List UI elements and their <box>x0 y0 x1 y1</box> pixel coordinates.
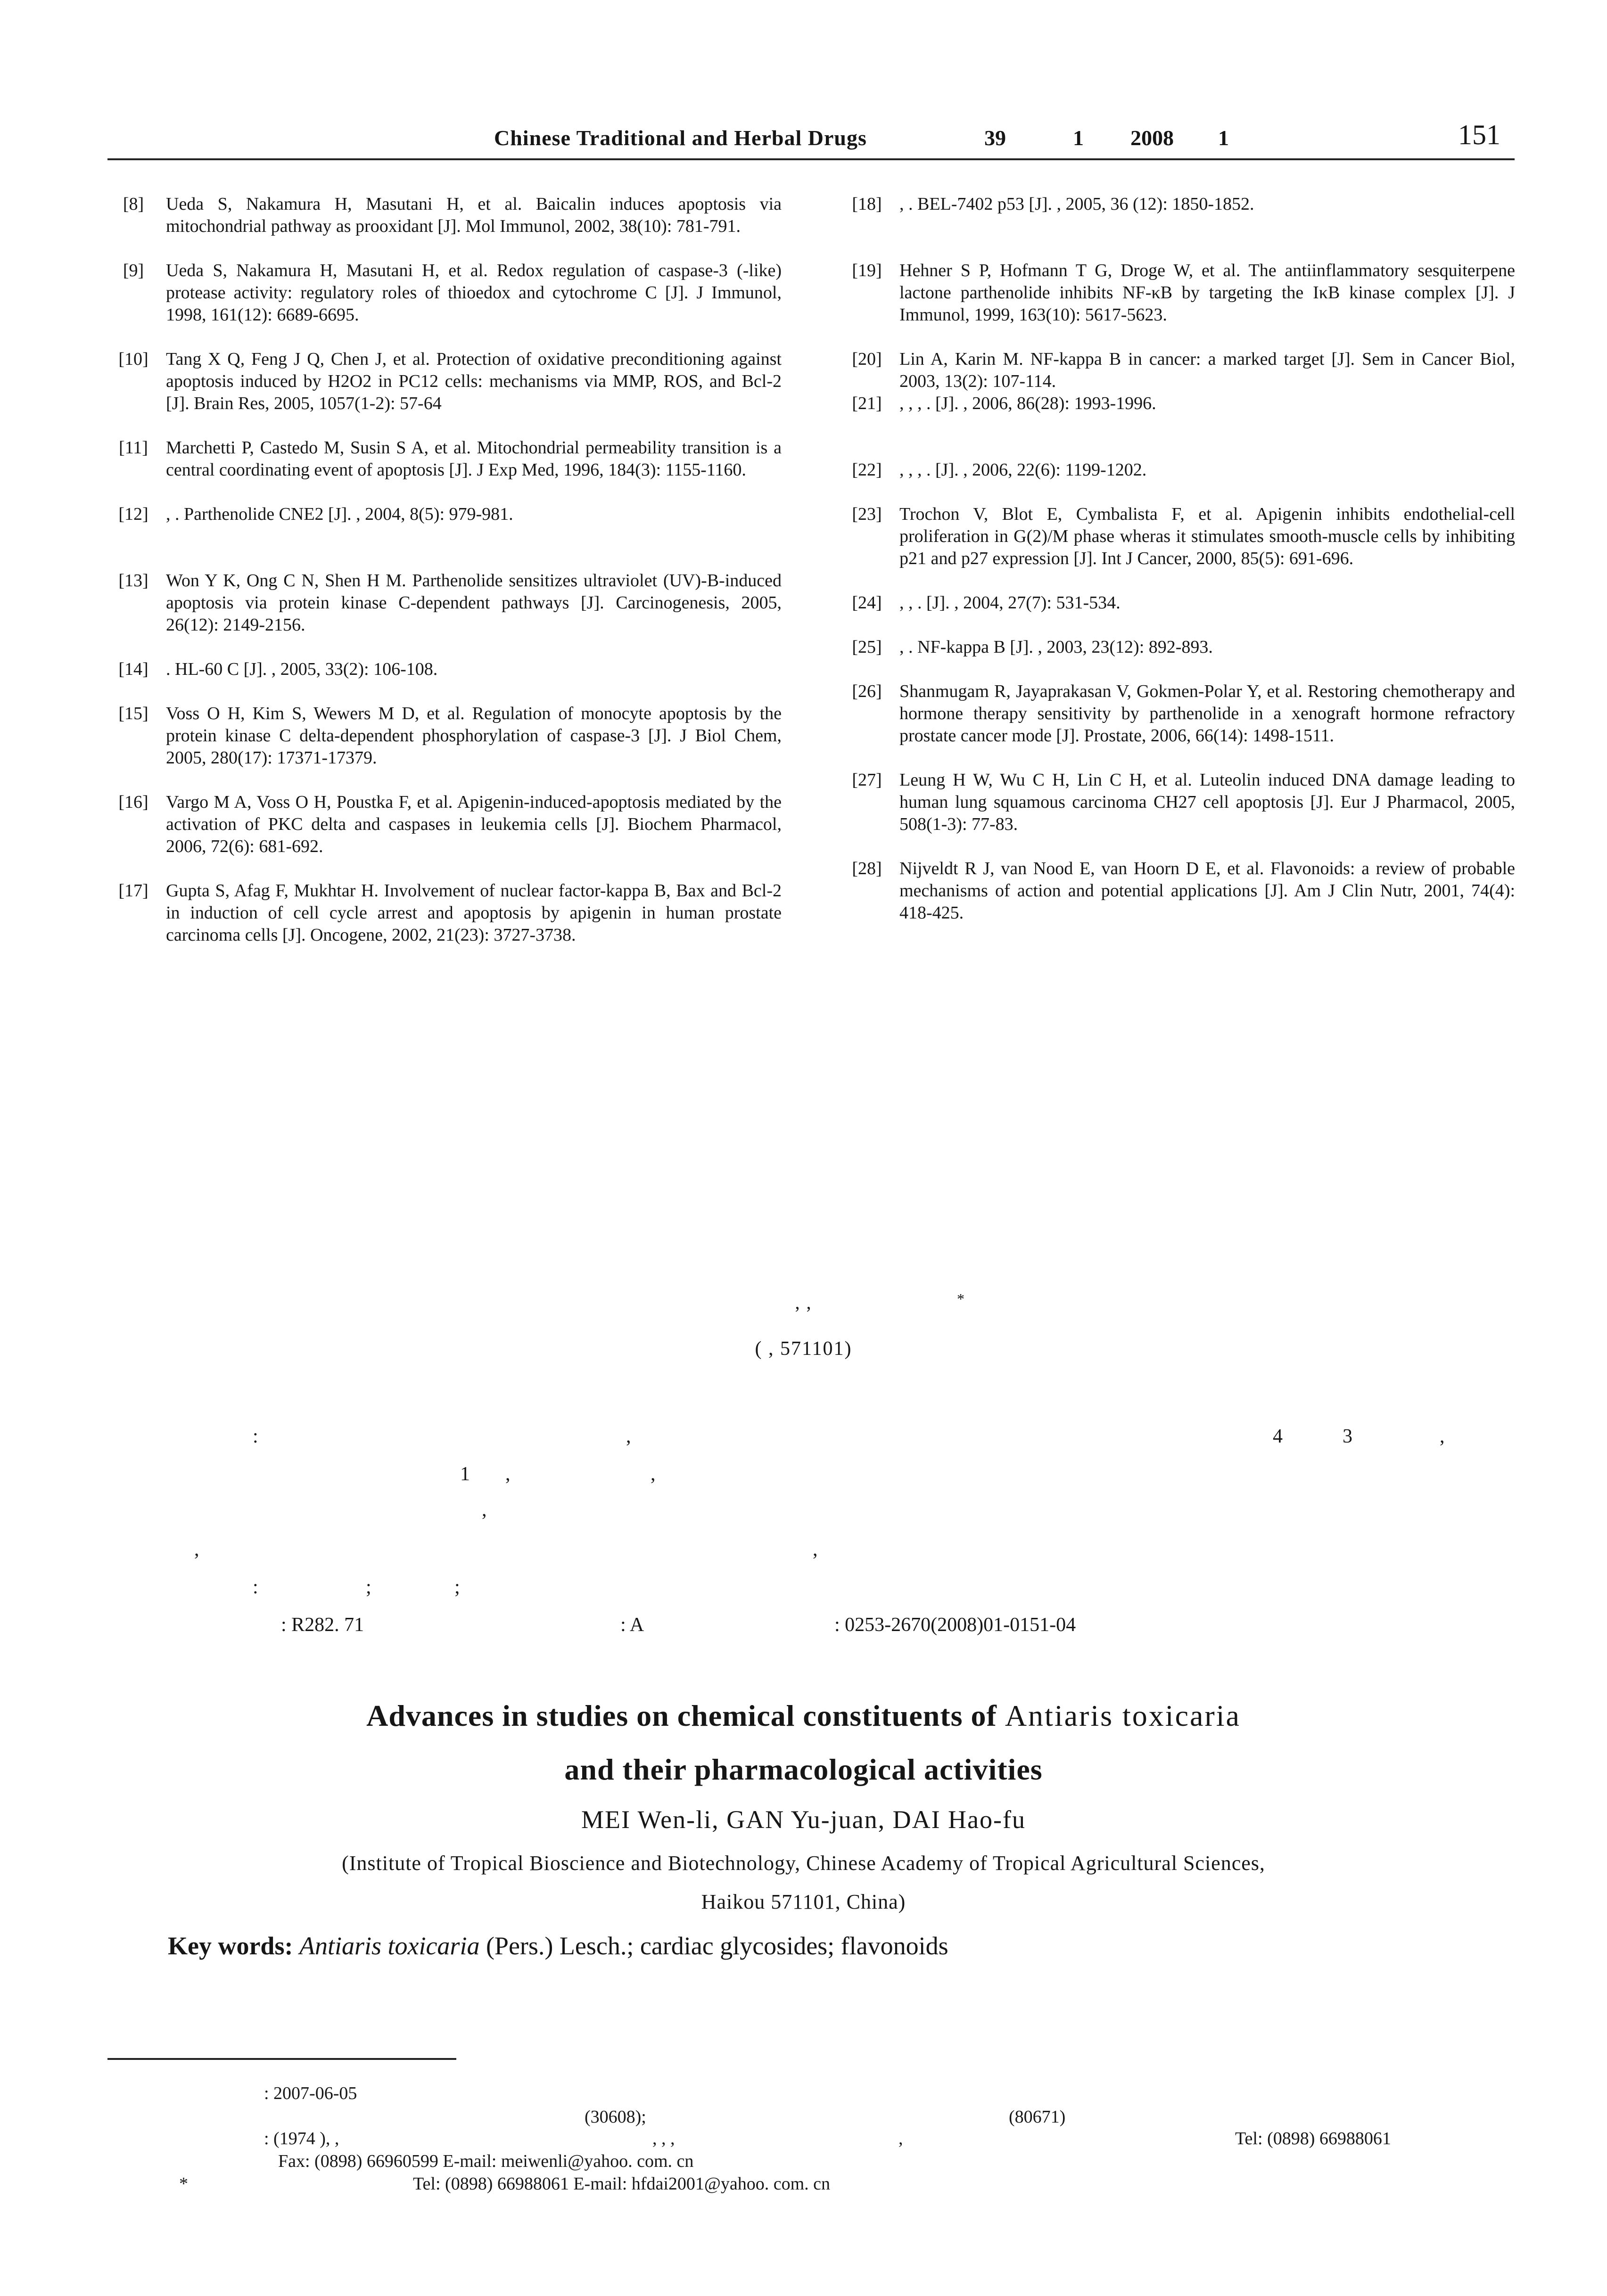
reference-list-right <box>841 193 1515 946</box>
keywords-label: Key words: <box>168 1932 293 1960</box>
reference-item <box>841 193 1515 260</box>
reference-item <box>841 592 1515 636</box>
issue-number: 1 <box>1073 126 1084 150</box>
reference-number: [27] <box>852 770 882 790</box>
title-en-line2: and their pharmacological activities <box>564 1753 1043 1786</box>
reference-item <box>841 459 1515 503</box>
reference-text: Ueda S, Nakamura H, Masutani H, et al. Redox regulation of caspase-3 (-like) protease activity: regulatory roles of thioedox and cytochrome C [J]. J Immunol, 1998, 161(12): 6689-6695. <box>166 261 782 325</box>
abstract-fragment: 3 <box>1343 1426 1352 1447</box>
reference-item <box>107 348 782 437</box>
keywords-list: (Pers.) Lesch.; cardiac glycosides; flavonoids <box>486 1932 948 1960</box>
reference-text: Tang X Q, Feng J Q, Chen J, et al. Protection of oxidative preconditioning against apoptosis induced by H2O2 in PC12 cells: mechanisms via MMP, ROS, and Bcl-2 [J]. Brain Res, 2005, 1057(1-2): 57-64 <box>166 349 782 413</box>
reference-number: [21] <box>852 394 882 413</box>
reference-number: [16] <box>118 792 148 812</box>
reference-item <box>107 658 782 703</box>
reference-number: [19] <box>852 261 882 280</box>
reference-text: Shanmugam R, Jayaprakasan V, Gokmen-Polar Y, et al. Restoring chemotherapy and hormone therapy sensitivity by parthenolide in a xenograft hormone refractory prostate cancer mode [J]. Prostate, 2006, 66(14): 1498-1511. <box>899 681 1515 746</box>
affiliation-en-line2: Haikou 571101, China) <box>701 1890 906 1913</box>
reference-item <box>841 769 1515 858</box>
reference-number: [28] <box>852 859 882 878</box>
reference-item <box>107 503 782 570</box>
reference-item <box>107 703 782 791</box>
abstract-fragment: , <box>626 1426 631 1447</box>
keywords-en <box>168 1931 948 1960</box>
reference-number: [25] <box>852 637 882 657</box>
abstract-fragment: 1 <box>460 1463 470 1485</box>
footnote-rule <box>107 2058 456 2060</box>
affiliation-en-line1: (Institute of Tropical Bioscience and Biotechnology, Chinese Academy of Tropical Agricultural Sciences, <box>342 1852 1265 1875</box>
abstract-fragment: , <box>813 1539 818 1560</box>
abstract-fragment: , <box>1440 1426 1445 1447</box>
author-bio: : (1974 ), , <box>264 2129 339 2148</box>
authors-cn: , , <box>795 1292 812 1313</box>
volume-number: 39 <box>984 126 1006 150</box>
abstract-fragment: 4 <box>1273 1426 1283 1447</box>
keywords-cn-fragment: ; <box>454 1576 460 1598</box>
reference-number: [23] <box>852 504 882 524</box>
title-en-main: Advances in studies on chemical constituents of <box>366 1699 997 1732</box>
reference-number: [24] <box>852 593 882 613</box>
reference-number: [18] <box>852 194 882 214</box>
abstract-fragment: , <box>505 1463 511 1485</box>
reference-item <box>841 393 1515 459</box>
reference-number: [15] <box>118 704 148 723</box>
reference-item <box>841 260 1515 348</box>
reference-text: . HL-60 C [J]. , 2005, 33(2): 106-108. <box>166 659 438 679</box>
corresponding-star: * <box>179 2174 188 2194</box>
reference-text: Leung H W, Wu C H, Lin C H, et al. Luteolin induced DNA damage leading to human lung squamous carcinoma CH27 cell apoptosis [J]. Eur J Pharmacol, 2005, 508(1-3): 77-83. <box>899 770 1515 834</box>
running-header <box>107 113 1515 160</box>
reference-text: , . NF-kappa B [J]. , 2003, 23(12): 892-893. <box>899 637 1213 657</box>
received-date: : 2007-06-05 <box>264 2083 357 2103</box>
reference-number: [17] <box>118 881 148 901</box>
article-id: : 0253-2670(2008)01-0151-04 <box>834 1614 1076 1636</box>
reference-item <box>107 260 782 348</box>
page-number: 151 <box>1458 119 1500 150</box>
reference-number: [26] <box>852 681 882 701</box>
reference-text: , , , . [J]. , 2006, 22(6): 1199-1202. <box>899 460 1147 480</box>
reference-item <box>107 193 782 260</box>
reference-text: , , . [J]. , 2004, 27(7): 531-534. <box>899 593 1121 613</box>
fund-note-1: (30608); <box>585 2107 646 2127</box>
reference-item <box>841 503 1515 592</box>
keywords-species: Antiaris toxicaria <box>299 1932 480 1960</box>
reference-number: [12] <box>118 504 148 524</box>
reference-text: Won Y K, Ong C N, Shen H M. Parthenolide sensitizes ultraviolet (UV)-B-induced apoptosis via protein kinase C-dependent pathways [J]. Carcinogenesis, 2005, 26(12): 2149-2156. <box>166 571 782 635</box>
reference-number: [11] <box>119 438 148 458</box>
reference-text: Marchetti P, Castedo M, Susin S A, et al. Mitochondrial permeability transition is a central coordinating event of apoptosis [J]. J Exp Med, 1996, 184(3): 1155-1160. <box>166 438 782 480</box>
abstract-fragment: , <box>651 1463 656 1485</box>
reference-text: , , , . [J]. , 2006, 86(28): 1993-1996. <box>899 394 1156 413</box>
reference-item <box>841 681 1515 769</box>
reference-text: Nijveldt R J, van Nood E, van Hoorn D E, et al. Flavonoids: a review of probable mechanisms of action and potential applications [J]. Am J Clin Nutr, 2001, 74(4): 418-425. <box>899 859 1515 923</box>
reference-number: [9] <box>123 261 144 280</box>
keywords-cn-fragment: ; <box>366 1576 371 1598</box>
abstract-fragments <box>0 1425 1607 1566</box>
reference-number: [8] <box>123 194 144 214</box>
reference-text: Voss O H, Kim S, Wewers M D, et al. Regulation of monocyte apoptosis by the protein kinase C delta-dependent phosphorylation of caspase-3 [J]. J Biol Chem, 2005, 280(17): 17371-17379. <box>166 704 782 768</box>
reference-number: [10] <box>118 349 148 369</box>
title-en-line1 <box>0 1698 1607 1733</box>
year: 2008 <box>1130 126 1174 150</box>
corresponding-author-mark: * <box>957 1290 964 1307</box>
reference-text: , . BEL-7402 p53 [J]. , 2005, 36 (12): 1850-1852. <box>899 194 1254 214</box>
reference-text: Hehner S P, Hofmann T G, Droge W, et al. The antiinflammatory sesquiterpene lactone parthenolide inhibits NF-κB by targeting the IκB kinase complex [J]. J Immunol, 1999, 163(10): 5617-5623. <box>899 261 1515 325</box>
keywords-cn <box>0 1576 1607 1604</box>
reference-text: Trochon V, Blot E, Cymbalista F, et al. Apigenin inhibits endothelial-cell proliferation in G(2)/M phase wheras it stimulates smooth-muscle cells by inhibiting p21 and p27 expression [J]. Int J Cancer, 2000, 85(5): 691-696. <box>899 504 1515 568</box>
author-bio-commas: , , , <box>652 2129 675 2148</box>
title-en-species: Antiaris toxicaria <box>1005 1699 1241 1732</box>
reference-item <box>841 348 1515 393</box>
abstract-fragment: : <box>253 1426 258 1447</box>
reference-item <box>107 791 782 880</box>
reference-number: [13] <box>118 571 148 590</box>
affiliation-cn: ( , 571101) <box>755 1338 852 1360</box>
month: 1 <box>1218 126 1229 150</box>
reference-number: [14] <box>118 659 148 679</box>
header-rule <box>107 158 1515 160</box>
reference-item <box>107 570 782 658</box>
reference-number: [20] <box>852 349 882 369</box>
reference-text: Gupta S, Afag F, Mukhtar H. Involvement of nuclear factor-kappa B, Bax and Bcl-2 in induction of cell cycle arrest and apoptosis by apigenin in human prostate carcinoma cells [J]. Oncogene, 2002, 21(23): 3727-3738. <box>166 881 782 945</box>
reference-list-left <box>107 193 782 968</box>
reference-text: , . Parthenolide CNE2 [J]. , 2004, 8(5): 979-981. <box>166 504 513 524</box>
fund-note-2: (80671) <box>1009 2107 1066 2127</box>
reference-item <box>841 858 1515 946</box>
journal-name: Chinese Traditional and Herbal Drugs <box>494 126 867 150</box>
corresponding-contact: Tel: (0898) 66988061 E-mail: hfdai2001@yahoo. com. cn <box>413 2174 831 2194</box>
reference-item <box>107 880 782 968</box>
classification-number: : R282. 71 <box>281 1614 364 1636</box>
keywords-cn-fragment: : <box>253 1576 258 1598</box>
author-tel: Tel: (0898) 66988061 <box>1235 2129 1391 2148</box>
reference-item <box>841 636 1515 681</box>
document-code: : A <box>620 1614 644 1636</box>
reference-text: Ueda S, Nakamura H, Masutani H, et al. Baicalin induces apoptosis via mitochondrial pathway as prooxidant [J]. Mol Immunol, 2002, 38(10): 781-791. <box>166 194 782 236</box>
authors-en: MEI Wen-li, GAN Yu-juan, DAI Hao-fu <box>581 1805 1026 1834</box>
reference-text: Vargo M A, Voss O H, Poustka F, et al. Apigenin-induced-apoptosis mediated by the activation of PKC delta and caspases in leukemia cells [J]. Biochem Pharmacol, 2006, 72(6): 681-692. <box>166 792 782 856</box>
author-bio-comma: , <box>898 2129 903 2148</box>
reference-number: [22] <box>852 460 882 480</box>
abstract-fragment: , <box>482 1499 487 1521</box>
abstract-fragment: , <box>194 1539 199 1560</box>
author-fax-email: Fax: (0898) 66960599 E-mail: meiwenli@yahoo. com. cn <box>278 2151 694 2171</box>
reference-text: Lin A, Karin M. NF-kappa B in cancer: a marked target [J]. Sem in Cancer Biol, 2003, 13(2): 107-114. <box>899 349 1515 391</box>
reference-item <box>107 437 782 503</box>
